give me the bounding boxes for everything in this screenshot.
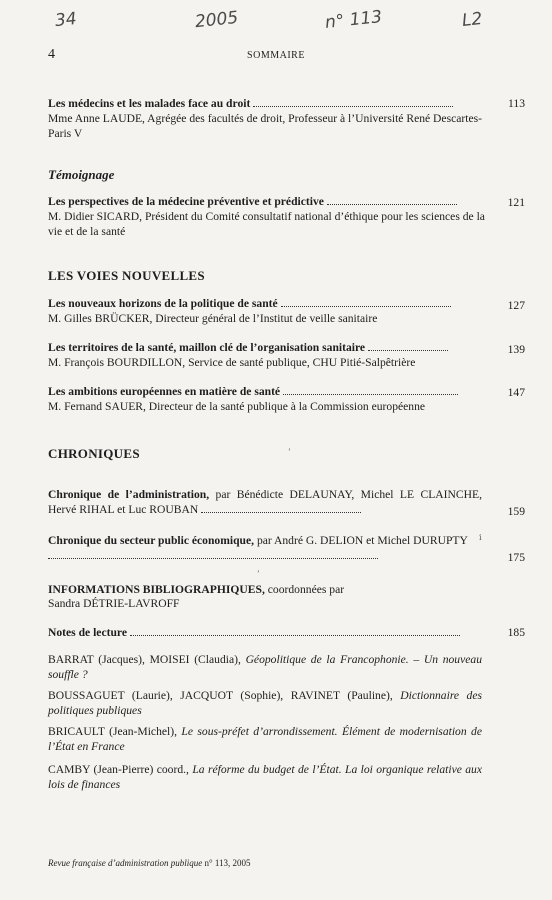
entry-subtitle: coordonnées par xyxy=(264,583,345,596)
entry-page: 121 xyxy=(507,196,525,209)
scan-mark: ⅰ xyxy=(479,533,482,542)
entry-page: 159 xyxy=(507,505,525,518)
entry-author: Mme Anne LAUDE, Agrégée des facultés de droit, Professeur à l’Université René Descartes-Paris V xyxy=(48,112,482,140)
entry-title: Notes de lecture xyxy=(48,626,127,639)
scan-mark: ʼ xyxy=(288,447,291,456)
entry-title: Les médecins et les malades face au droit xyxy=(48,97,251,110)
book-entry xyxy=(48,652,482,682)
book-authors: BOUSSAGUET (Laurie), JACQUOT (Sophie), RAVINET (Pauline), xyxy=(48,689,401,702)
page-number: 4 xyxy=(48,47,55,62)
leader-dots xyxy=(283,393,458,395)
entry-title: Les territoires de la santé, maillon clé de l’organisation sanitaire xyxy=(48,341,366,354)
entry-title: Les perspectives de la médecine préventive et prédictive xyxy=(48,195,324,208)
toc-entry xyxy=(48,296,498,326)
entry-title: Les ambitions européennes en matière de santé xyxy=(48,385,281,398)
handwritten-note-4: L2 xyxy=(461,8,484,32)
book-authors: BRICAULT (Jean-Michel), xyxy=(48,725,182,738)
entry-title: Les nouveaux horizons de la politique de santé xyxy=(48,297,278,310)
book-title: La réforme du budget de l’État. La loi organique relative aux lois de finances xyxy=(48,763,482,791)
footer-journal: Revue française d’administration publique xyxy=(48,858,203,868)
book-title: Dictionnaire des politiques publiques xyxy=(48,689,482,717)
entry-author: M. Fernand SAUER, Directeur de la santé publique à la Commission européenne xyxy=(48,400,426,413)
entry-author: M. François BOURDILLON, Service de santé publique, CHU Pitié-Salpêtrière xyxy=(48,356,416,369)
book-entry xyxy=(48,762,482,792)
handwritten-note-2: 2005 xyxy=(194,7,240,33)
entry-page: 147 xyxy=(507,386,525,399)
entry-title: INFORMATIONS BIBLIOGRAPHIQUES, xyxy=(48,583,265,596)
toc-entry xyxy=(48,625,498,640)
running-head: SOMMAIRE xyxy=(247,50,305,61)
entry-page: 139 xyxy=(507,343,525,356)
scan-mark: ʼ xyxy=(257,569,260,578)
entry-author: M. Gilles BRÜCKER, Directeur général de l’Institut de veille sanitaire xyxy=(48,312,378,325)
book-entry xyxy=(48,688,482,718)
toc-entry xyxy=(48,194,498,239)
book-title: Le sous-préfet d’arrondissement. Élément de modernisation de l’État en France xyxy=(48,725,482,753)
leader-dots xyxy=(368,349,448,351)
entry-author: M. Didier SICARD, Président du Comité consultatif national d’éthique pour les sciences de la vie et de la santé xyxy=(48,210,485,238)
toc-entry xyxy=(48,533,482,563)
leader-dots xyxy=(253,105,453,107)
entry-author: Sandra DÉTRIE-LAVROFF xyxy=(48,597,180,610)
entry-title: Chronique du secteur public économique, xyxy=(48,534,255,547)
toc-entry xyxy=(48,384,498,414)
entry-page: 185 xyxy=(507,626,525,639)
toc-entry xyxy=(48,96,498,141)
footer xyxy=(48,858,251,868)
book-title: Géopolitique de la Francophonie. – Un nouveau souffle ? xyxy=(48,653,482,681)
entry-title: Chronique de l’administration, xyxy=(48,488,210,501)
entry-page: 175 xyxy=(507,551,525,564)
book-entry xyxy=(48,724,482,754)
leader-dots xyxy=(130,634,460,636)
entry-authors: par Bénédicte DELAUNAY, Michel LE CLAINCHE, Hervé RIHAL et Luc ROUBAN xyxy=(48,488,482,516)
toc-entry xyxy=(48,583,482,611)
subsection-title: Témoignage xyxy=(48,167,115,182)
leader-dots xyxy=(327,203,457,205)
toc-entry xyxy=(48,487,482,517)
toc-entry xyxy=(48,340,498,370)
leader-dots xyxy=(48,557,378,559)
entry-page: 127 xyxy=(507,299,525,312)
entry-page: 113 xyxy=(508,97,525,110)
section-title: CHRONIQUES xyxy=(48,446,140,461)
leader-dots xyxy=(281,305,451,307)
book-authors: BARRAT (Jacques), MOISEI (Claudia), xyxy=(48,653,246,666)
leader-dots xyxy=(201,511,361,513)
handwritten-note-1: 34 xyxy=(54,8,78,32)
handwritten-note-3: n° 113 xyxy=(324,7,384,33)
section-title: LES VOIES NOUVELLES xyxy=(48,268,205,283)
entry-authors: par André G. DELION et Michel DURUPTY xyxy=(254,534,468,547)
book-authors: CAMBY (Jean-Pierre) coord., xyxy=(48,763,193,776)
footer-issue: n° 113, 2005 xyxy=(202,858,251,868)
